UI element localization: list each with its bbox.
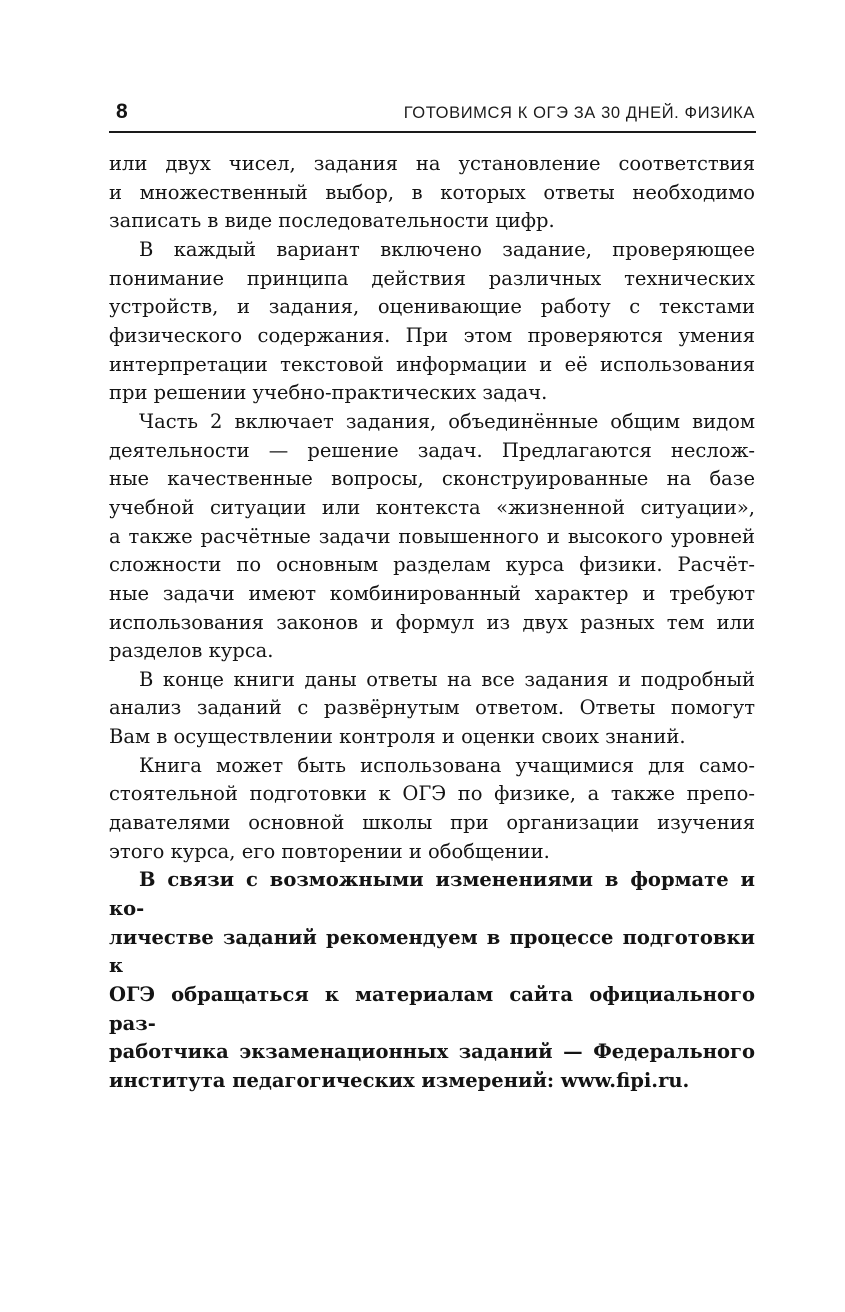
text-line: этого курса, его повторении и обобщении.	[109, 839, 550, 863]
page-number: 8	[116, 100, 128, 123]
text-line: анализ заданий с развёрнутым ответом. Ответы помогут	[109, 696, 755, 720]
text-line: ные качественные вопросы, сконструированные на базе	[109, 467, 755, 491]
text-line: а также расчётные задачи повышенного и высокого уровней	[109, 524, 755, 548]
text-line: института педагогических измерений: www.fipi.ru.	[109, 1069, 690, 1092]
text-line: работчика экзаменационных заданий — Федерального	[109, 1040, 755, 1064]
text-line: Вам в осуществлении контроля и оценки своих знаний.	[109, 725, 686, 749]
text-line: В конце книги даны ответы на все задания и подробный	[139, 667, 755, 691]
text-line: деятельности — решение задач. Предлагаются неслож-	[109, 438, 755, 462]
paragraph	[109, 150, 755, 236]
text-line: разделов курса.	[109, 639, 274, 663]
paragraph	[109, 408, 755, 666]
text-line: учебной ситуации или контекста «жизненной ситуации»,	[109, 495, 755, 519]
text-line: давателями основной школы при организации изучения	[109, 811, 755, 835]
text-line: личестве заданий рекомендуем в процессе подготовки к	[109, 925, 755, 978]
paragraph	[109, 236, 755, 408]
text-line: В связи с возможными изменениями в формате и ко-	[109, 868, 755, 921]
running-title: ГОТОВИМСЯ К ОГЭ ЗА 30 ДНЕЙ. ФИЗИКА	[403, 104, 755, 122]
text-line: стоятельной подготовки к ОГЭ по физике, а также препо-	[109, 782, 755, 806]
paragraph	[109, 752, 755, 867]
text-line: устройств, и задания, оценивающие работу с текстами	[109, 295, 755, 319]
text-line: физического содержания. При этом проверяются умения	[109, 323, 755, 347]
text-line: ОГЭ обращаться к материалам сайта официального раз-	[109, 983, 755, 1035]
text-line: использования законов и формул из двух разных тем или	[109, 610, 755, 634]
text-line: интерпретации текстовой информации и её использования	[109, 352, 755, 376]
text-line: сложности по основным разделам курса физики. Расчёт-	[109, 553, 755, 577]
text-line: Часть 2 включает задания, объединённые общим видом	[139, 409, 755, 433]
text-line: при решении учебно-практических задач.	[109, 381, 548, 405]
text-line: или двух чисел, задания на установление соответствия	[109, 152, 755, 175]
paragraph-bold	[109, 866, 755, 1095]
paragraph	[109, 666, 755, 752]
header-rule	[109, 131, 756, 133]
text-line: В каждый вариант включено задание, проверяющее	[139, 237, 755, 261]
page-header	[109, 102, 755, 122]
text-line: и множественный выбор, в которых ответы необходимо	[109, 180, 755, 204]
text-line: понимание принципа действия различных технических	[109, 266, 755, 290]
text-line: ные задачи имеют комбинированный характер и требуют	[109, 581, 755, 605]
text-line: Книга может быть использована учащимися для само-	[139, 753, 755, 777]
text-line: записать в виде последовательности цифр.	[109, 209, 555, 233]
body-text	[109, 150, 755, 1096]
